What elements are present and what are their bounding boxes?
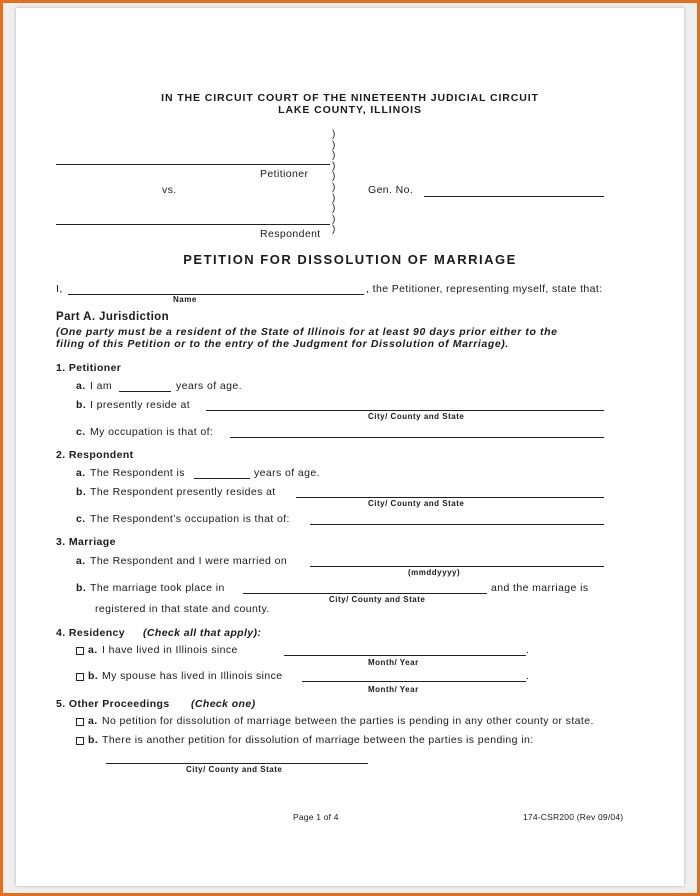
petitioner-label: Petitioner bbox=[260, 168, 309, 180]
petitioner-residence-line[interactable] bbox=[206, 410, 604, 411]
intro-i: I, bbox=[56, 283, 63, 295]
name-line[interactable] bbox=[68, 294, 364, 295]
gen-no-label: Gen. No. bbox=[368, 184, 414, 196]
court-name: IN THE CIRCUIT COURT OF THE NINETEENTH JUDICIAL CIRCUIT bbox=[161, 92, 539, 104]
residency-b-checkbox[interactable] bbox=[76, 673, 84, 681]
section1-b-prefix: b. bbox=[76, 399, 87, 411]
intro-state-that: , the Petitioner, representing myself, state that: bbox=[366, 283, 603, 295]
section5-a-prefix: a. bbox=[88, 715, 98, 727]
section2-b-caption: City/ County and State bbox=[368, 499, 465, 508]
document-title: PETITION FOR DISSOLUTION OF MARRIAGE bbox=[183, 252, 517, 267]
section3-b-text3: registered in that state and county. bbox=[95, 603, 270, 615]
gen-no-line[interactable] bbox=[424, 196, 604, 197]
respondent-label: Respondent bbox=[260, 228, 321, 240]
other-proceeding-location-line[interactable] bbox=[106, 763, 368, 764]
section1-a-prefix: a. bbox=[76, 380, 86, 392]
section4-a-caption: Month/ Year bbox=[368, 658, 419, 667]
section2-a-prefix: a. bbox=[76, 467, 86, 479]
section3-b-text1: The marriage took place in bbox=[90, 582, 225, 594]
section2-a-text2: years of age. bbox=[254, 467, 320, 479]
section2-heading: 2. Respondent bbox=[56, 449, 134, 461]
document-page bbox=[16, 8, 684, 886]
caption-parens: ) ) ) ) ) ) ) ) ) ) bbox=[332, 129, 336, 236]
respondent-occupation-line[interactable] bbox=[310, 524, 604, 525]
proceedings-a-checkbox[interactable] bbox=[76, 718, 84, 726]
section5-b-prefix: b. bbox=[88, 734, 99, 746]
section3-b-prefix: b. bbox=[76, 582, 87, 594]
name-caption: Name bbox=[173, 295, 197, 304]
page-number: Page 1 of 4 bbox=[293, 812, 339, 822]
section5-b-caption: City/ County and State bbox=[186, 765, 283, 774]
section3-b-text2: and the marriage is bbox=[491, 582, 589, 594]
part-a-note-2: filing of this Petition or to the entry of the Judgment for Dissolution of Marriage). bbox=[56, 338, 509, 350]
section4-a-text: I have lived in Illinois since bbox=[102, 644, 238, 656]
petitioner-line[interactable] bbox=[56, 164, 330, 165]
section1-heading: 1. Petitioner bbox=[56, 362, 122, 374]
respondent-age-line[interactable] bbox=[194, 478, 250, 479]
section1-b-text: I presently reside at bbox=[90, 399, 191, 411]
section4-b-text: My spouse has lived in Illinois since bbox=[102, 670, 283, 682]
section1-c-text: My occupation is that of: bbox=[90, 426, 214, 438]
residency-b-period: . bbox=[526, 670, 530, 682]
section5-a-text: No petition for dissolution of marriage between the parties is pending in any other county or state. bbox=[102, 715, 594, 727]
section2-b-prefix: b. bbox=[76, 486, 87, 498]
section2-a-text1: The Respondent is bbox=[90, 467, 185, 479]
section5-b-text: There is another petition for dissolution of marriage between the parties is pending in: bbox=[102, 734, 534, 746]
form-number: 174-CSR200 (Rev 09/04) bbox=[523, 812, 624, 822]
residency-a-date-line[interactable] bbox=[284, 655, 526, 656]
section3-a-prefix: a. bbox=[76, 555, 86, 567]
petitioner-age-line[interactable] bbox=[119, 391, 171, 392]
part-a-heading: Part A. Jurisdiction bbox=[56, 311, 170, 323]
section1-c-prefix: c. bbox=[76, 426, 86, 438]
section5-heading-note: (Check one) bbox=[191, 698, 256, 710]
section2-c-prefix: c. bbox=[76, 513, 86, 525]
petitioner-occupation-line[interactable] bbox=[230, 437, 604, 438]
proceedings-b-checkbox[interactable] bbox=[76, 737, 84, 745]
section3-heading: 3. Marriage bbox=[56, 536, 116, 548]
section1-a-text1: I am bbox=[90, 380, 113, 392]
section4-b-prefix: b. bbox=[88, 670, 99, 682]
section2-b-text: The Respondent presently resides at bbox=[90, 486, 276, 498]
respondent-residence-line[interactable] bbox=[296, 497, 604, 498]
respondent-line[interactable] bbox=[56, 224, 330, 225]
marriage-date-line[interactable] bbox=[310, 566, 604, 567]
section5-heading: 5. Other Proceedings bbox=[56, 698, 170, 710]
section2-c-text: The Respondent’s occupation is that of: bbox=[90, 513, 290, 525]
section4-heading-note: (Check all that apply): bbox=[143, 627, 262, 639]
residency-b-date-line[interactable] bbox=[302, 681, 526, 682]
section3-b-caption: City/ County and State bbox=[329, 595, 426, 604]
vs-label: vs. bbox=[162, 184, 177, 196]
section3-a-text: The Respondent and I were married on bbox=[90, 555, 288, 567]
part-a-note-1: (One party must be a resident of the State of Illinois for at least 90 days prior either to the bbox=[56, 326, 558, 338]
court-county: LAKE COUNTY, ILLINOIS bbox=[278, 104, 422, 116]
marriage-place-line[interactable] bbox=[243, 593, 487, 594]
section3-a-caption: (mmddyyyy) bbox=[408, 568, 461, 577]
section4-heading: 4. Residency bbox=[56, 627, 125, 639]
residency-a-checkbox[interactable] bbox=[76, 647, 84, 655]
residency-a-period: . bbox=[526, 644, 530, 656]
section4-b-caption: Month/ Year bbox=[368, 685, 419, 694]
section1-b-caption: City/ County and State bbox=[368, 412, 465, 421]
section4-a-prefix: a. bbox=[88, 644, 98, 656]
section1-a-text2: years of age. bbox=[176, 380, 242, 392]
